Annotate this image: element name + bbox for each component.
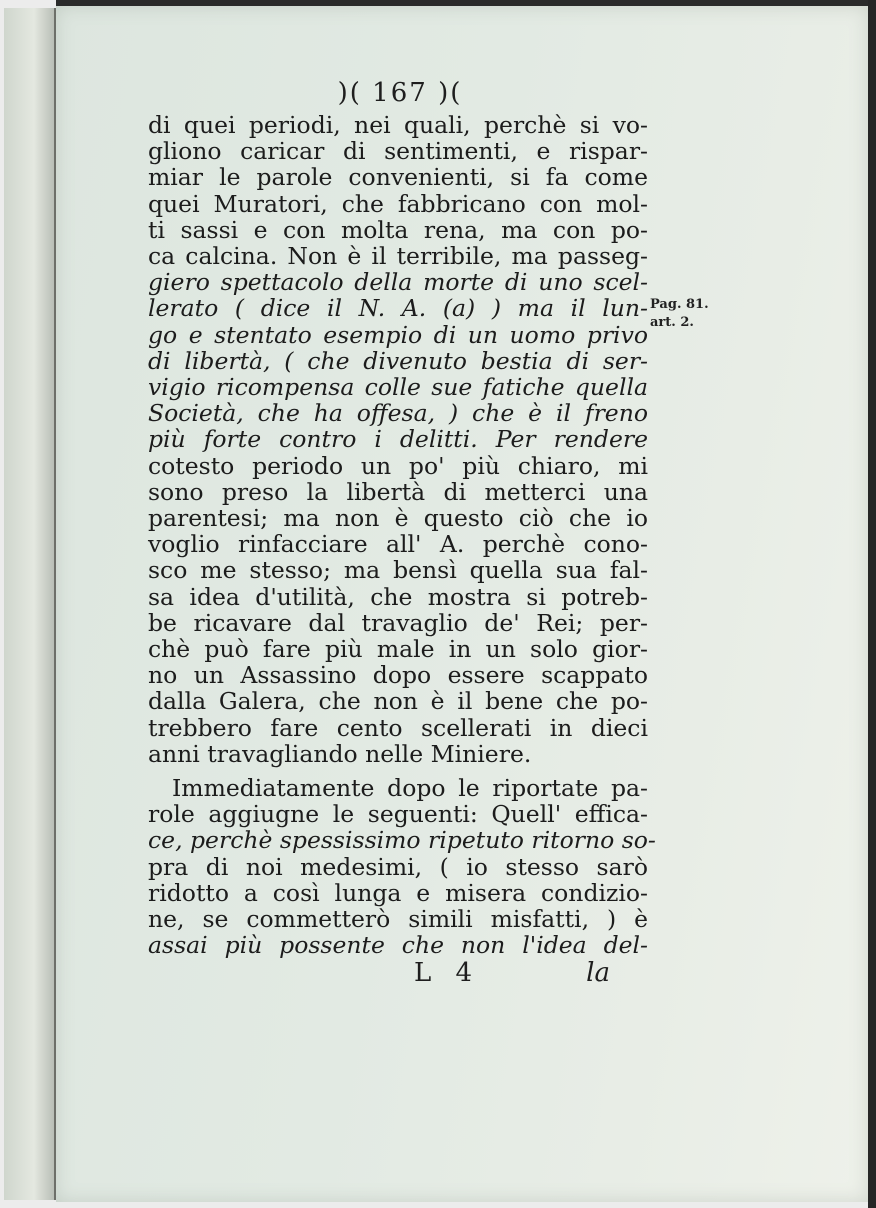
text-line: giero spettacolo della morte di uno scel- [148, 268, 648, 297]
text-line: dalla Galera, che non è il bene che po- [148, 687, 648, 716]
text-line: ne, se commetterò simili misfatti, ) è [148, 905, 648, 934]
margin-note-line: Pag. 81. [650, 297, 709, 312]
text-line: lerato ( dice il N. A. (a) ) ma il lun- [148, 294, 648, 323]
text-line: be ricavare dal travaglio de' Rei; per- [148, 608, 648, 637]
text-line: pra di noi medesimi, ( io stesso sarò [148, 852, 648, 881]
signature-mark: L 4 [414, 958, 481, 988]
text-line: di quei periodi, nei quali, perchè si vo- [148, 111, 648, 139]
text-line: più forte contro i delitti. Per rendere [148, 425, 648, 454]
text-line: role aggiugne le seguenti: Quell' effica- [148, 800, 648, 829]
body-text [148, 111, 656, 960]
text-line: ca calcina. Non è il terribile, ma passeg- [148, 242, 648, 271]
text-line: chè può fare più male in un solo gior- [148, 635, 648, 664]
text-line: sco me stesso; ma bensì quella sua fal- [148, 556, 648, 585]
text-line: no un Assassino dopo essere scappato [148, 661, 648, 690]
text-line: sono preso la libertà di metterci una [148, 477, 648, 506]
catchword: la [586, 958, 610, 988]
margin-note [650, 296, 709, 332]
text-line: Società, che ha offesa, ) che è il freno [148, 399, 648, 428]
text-line: sa idea d'utilità, che mostra si potreb- [148, 582, 648, 611]
text-line: ce, perchè spessissimo ripetuto ritorno so- [148, 826, 656, 855]
text-line: trebbero fare cento scellerati in dieci [148, 713, 648, 742]
page-header: )( 167 )( [337, 78, 463, 108]
text-line: quei Muratori, che fabbricano con mol- [148, 189, 648, 218]
facing-page-edge [4, 8, 56, 1200]
text-line: miar le parole convenienti, si fa come [148, 163, 648, 192]
text-line: cotesto periodo un po' più chiaro, mi [148, 451, 648, 480]
text-line: parentesi; ma non è questo ciò che io [148, 504, 648, 533]
text-line: assai più possente che non l'idea del- [148, 931, 648, 960]
text-line: gliono caricar di sentimenti, e rispar- [148, 137, 648, 166]
text-line: go e stentato esempio di un uomo privo [148, 320, 648, 349]
text-line: vigio ricompensa colle sue fatiche quella [148, 373, 648, 402]
margin-note-line: art. 2. [650, 315, 694, 330]
text-line: di libertà, ( che divenuto bestia di ser- [148, 346, 648, 375]
text-line: anni travagliando nelle Miniere. [148, 739, 532, 768]
text-line: ridotto a così lunga e misera condizio- [148, 878, 648, 907]
text-line: ti sassi e con molta rena, ma con po- [148, 215, 648, 244]
text-line: voglio rinfacciare all' A. perchè cono- [148, 530, 648, 559]
text-line: Immediatamente dopo le riportate pa- [172, 774, 648, 803]
right-edge-shadow [868, 0, 876, 1208]
